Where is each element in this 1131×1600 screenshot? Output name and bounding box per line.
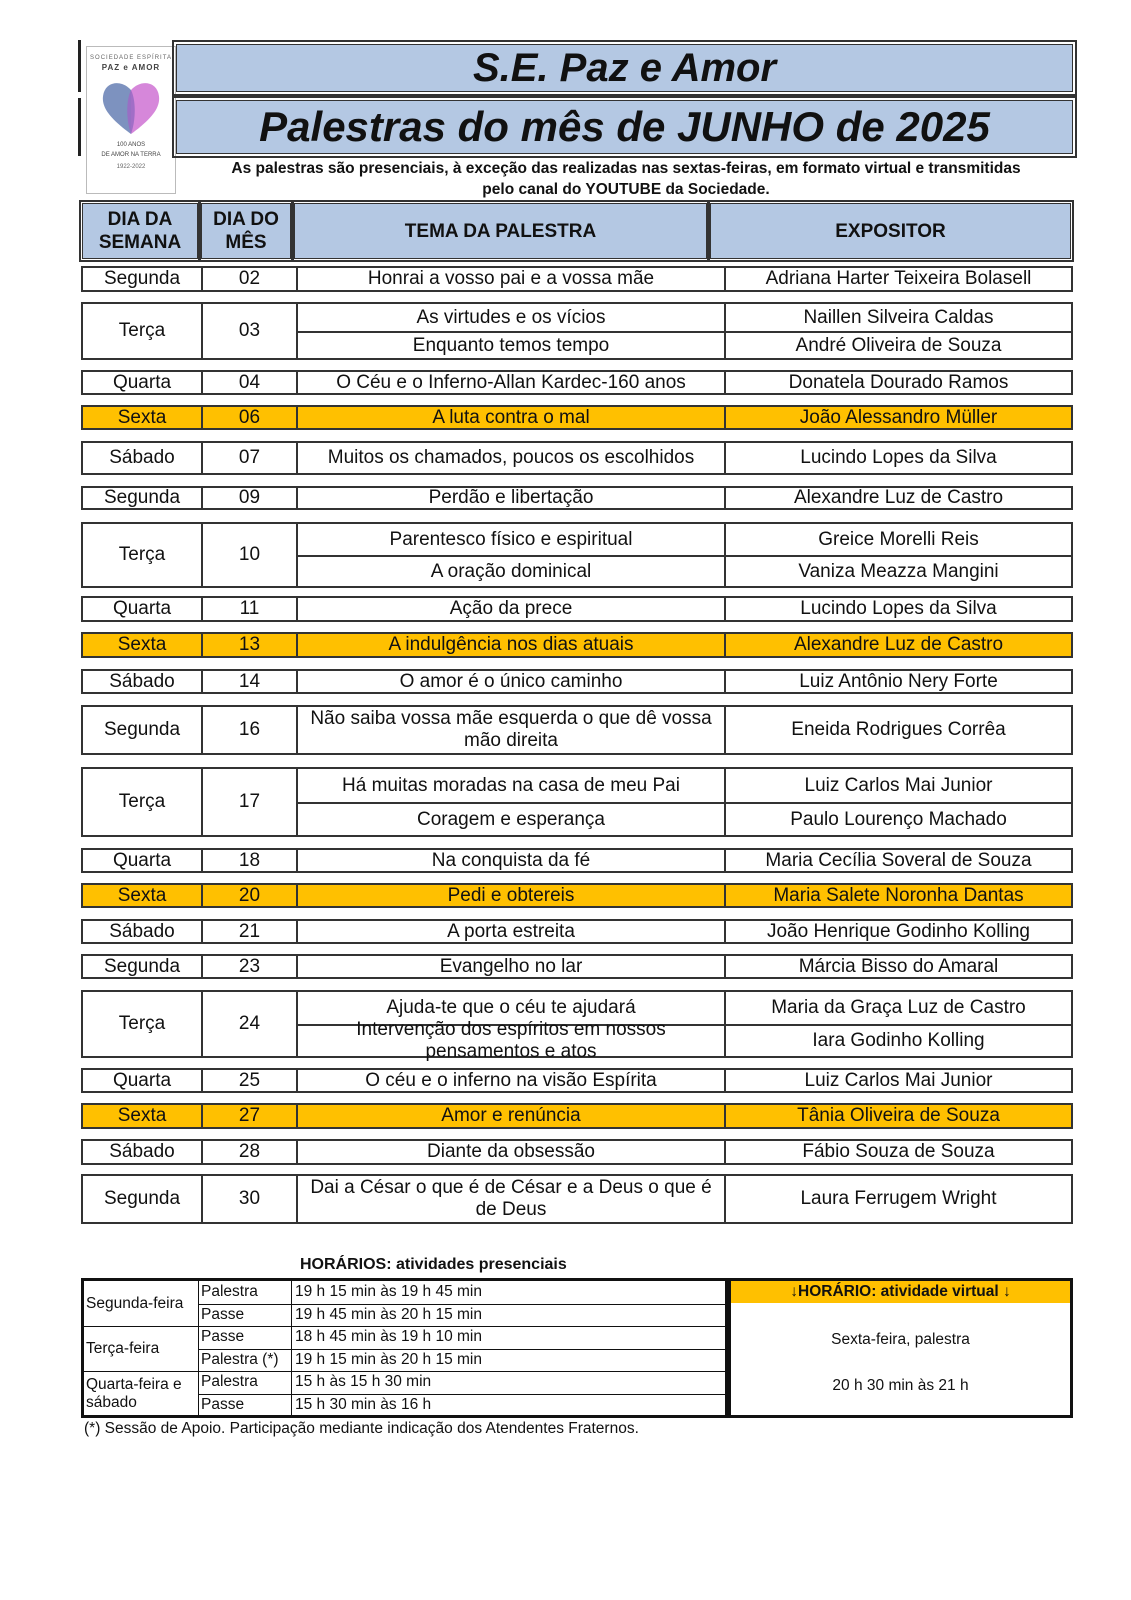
speaker-cell [726,268,1071,290]
lecture-speaker: Laura Ferrugem Wright [800,1188,997,1209]
speaker-cell [726,598,1071,620]
weekday-cell: Sexta [83,634,203,656]
speaker-cell [726,488,1071,508]
table-row [81,302,1073,360]
logo-anniversary-line2: DE AMOR NA TERRA [101,152,161,158]
format-note-line1: As palestras são presenciais, à exceção das realizadas nas sextas-feiras, em formato virtual e transmitidas [231,160,1021,177]
table-row [81,990,1073,1062]
weekday-cell: Sábado [83,1141,203,1163]
lecture-speaker: Márcia Bisso do Amaral [798,955,999,977]
speaker-cell [726,372,1071,393]
lecture-theme: Ajuda-te que o céu te ajudará [386,997,636,1018]
theme-cell [298,407,726,428]
lecture-theme: Na conquista da fé [431,849,591,871]
schedule-time: 15 h às 15 h 30 min [295,1373,432,1391]
date-cell: 28 [203,1141,298,1163]
lecture-theme: O amor é o único caminho [399,670,623,692]
lecture-theme: Honrai a vosso pai e a vossa mãe [367,268,655,289]
weekday-cell: Sábado [83,671,203,692]
logo-years-text: 1922-2022 [116,164,146,170]
lecture-speaker: Adriana Harter Teixeira Bolasell [765,268,1032,289]
lecture-speaker: Eneida Rodrigues Corrêa [791,719,1006,740]
theme-cell [298,598,726,620]
table-row [81,848,1073,873]
theme-cell [298,634,726,656]
theme-cell [298,671,726,692]
weekday-cell: Terça [83,524,203,586]
lecture-theme: Evangelho no lar [439,955,583,977]
schedule-activity: Palestra [201,1373,258,1391]
theme-cell [298,1141,726,1163]
lecture-speaker: Greice Morelli Reis [818,528,979,550]
lecture-speaker: Maria Salete Noronha Dantas [773,884,1024,906]
schedule-time: 19 h 45 min às 20 h 15 min [295,1305,482,1323]
lecture-theme: Perdão e libertação [428,487,594,508]
logo-top-text: SOCIEDADE ESPÍRITA [90,55,172,61]
theme-cell [298,885,726,906]
date-cell: 07 [203,443,298,473]
table-row [81,1174,1073,1224]
date-cell: 27 [203,1105,298,1127]
lecture-speaker: Maria da Graça Luz de Castro [771,997,1026,1018]
weekday-cell: Terça [83,769,203,835]
table-row [81,767,1073,837]
date-cell: 13 [203,634,298,656]
date-cell: 25 [203,1070,298,1091]
weekday-cell: Quarta [83,372,203,393]
table-row [81,486,1073,510]
theme-cell [298,488,726,508]
theme-cell [298,268,726,290]
lecture-theme: Muitos os chamados, poucos os escolhidos [327,447,695,468]
theme-cell [298,956,726,977]
date-cell: 24 [203,992,298,1056]
format-note-line2: pelo canal do YOUTUBE da Sociedade. [482,181,770,198]
lecture-theme: O Céu e o Inferno-Allan Kardec-160 anos [336,371,686,393]
table-row [81,669,1073,694]
virtual-schedule-header: ↓HORÁRIO: atividade virtual ↓ [731,1281,1070,1303]
lecture-speaker: Paulo Lourenço Machado [726,802,1071,835]
weekday-cell: Segunda [83,1176,203,1222]
left-border-accent [78,98,81,156]
lecture-speaker: Luiz Carlos Mai Junior [804,1069,993,1091]
weekday-cell: Sábado [83,443,203,473]
speaker-cell [726,671,1071,692]
schedule-day: Terça-feira [86,1339,160,1357]
date-cell: 02 [203,268,298,290]
virtual-schedule-day: Sexta-feira, palestra [831,1331,970,1348]
lecture-theme: A oração dominical [298,555,724,586]
theme-cell [298,1070,726,1091]
weekday-cell: Sexta [83,885,203,906]
speaker-cell [726,921,1071,942]
lecture-theme: Ação da prece [449,598,573,619]
schedule-activity: Palestra (*) [201,1350,279,1368]
lecture-speaker: João Henrique Godinho Kolling [766,920,1030,942]
weekday-cell: Sábado [83,921,203,942]
virtual-schedule-box [728,1278,1073,1418]
theme-cell [298,1176,726,1222]
lecture-theme: Coragem e esperança [298,802,724,835]
theme-cell [298,707,726,753]
speaker-cell [726,443,1071,473]
date-cell: 21 [203,921,298,942]
speaker-cell [726,956,1071,977]
month-title: Palestras do mês de JUNHO de 2025 [176,100,1073,154]
weekday-cell: Sexta [83,1105,203,1127]
table-row [81,441,1073,475]
weekday-cell: Sexta [83,407,203,428]
weekday-cell: Segunda [83,268,203,290]
theme-cell [298,1105,726,1127]
lecture-theme: Diante da obsessão [427,1141,595,1162]
table-row [81,370,1073,395]
speaker-cell [726,1141,1071,1163]
lecture-theme: A porta estreita [447,920,575,942]
date-cell: 03 [203,304,298,358]
theme-cell [298,443,726,473]
lecture-speaker: Lucindo Lopes da Silva [800,447,997,468]
schedule-activity: Passe [201,1395,245,1413]
table-row [81,883,1073,908]
date-cell: 04 [203,372,298,393]
lecture-theme: A luta contra o mal [432,406,590,428]
lecture-speaker: João Alessandro Müller [799,406,998,428]
lecture-theme: Dai a César o que é de César e a Deus o que é de Deus [310,1177,712,1220]
lecture-theme: Pedi e obtereis [447,884,575,906]
speaker-cell [726,707,1071,753]
table-row [81,1103,1073,1129]
weekday-cell: Terça [83,304,203,358]
virtual-schedule-time: 20 h 30 min às 21 h [832,1377,969,1394]
speaker-cell [726,1176,1071,1222]
format-note [186,158,1066,200]
table-row [81,1068,1073,1093]
schedule-activity: Palestra [201,1283,258,1301]
date-cell: 06 [203,407,298,428]
speaker-cell [726,407,1071,428]
table-row [81,266,1073,292]
theme-cell [298,850,726,871]
lecture-theme: Amor e renúncia [441,1105,581,1126]
lecture-speaker: Alexandre Luz de Castro [793,487,1004,508]
table-row [81,1139,1073,1165]
column-header-date: DIA DO MÊS [201,203,291,259]
lecture-theme: Há muitas moradas na casa de meu Pai [342,774,680,796]
speaker-cell [726,1105,1071,1127]
speaker-cell [726,524,1071,586]
speaker-cell [726,304,1071,358]
lecture-speaker: Luiz Antônio Nery Forte [799,670,998,692]
date-cell: 20 [203,885,298,906]
schedule-time: 18 h 45 min às 19 h 10 min [295,1328,482,1346]
heart-logo-icon [96,76,166,138]
left-border-accent [78,40,81,92]
logo-anniversary-line1: 100 ANOS [116,142,146,148]
date-cell: 10 [203,524,298,586]
lecture-theme: Intervenção dos espíritos em nossos pensamentos e atos [298,1024,724,1056]
date-cell: 09 [203,488,298,508]
lecture-speaker: Vaniza Meazza Mangini [726,555,1071,586]
date-cell: 17 [203,769,298,835]
schedule-title: HORÁRIOS: atividades presenciais [300,1256,567,1273]
lecture-theme: A indulgência nos dias atuais [388,634,634,655]
schedule-time: 19 h 15 min às 20 h 15 min [295,1350,482,1368]
lecture-theme: Parentesco físico e espiritual [389,528,633,550]
lecture-speaker: Iara Godinho Kolling [726,1024,1071,1056]
date-cell: 16 [203,707,298,753]
logo-anniversary-text [87,140,175,160]
society-title: S.E. Paz e Amor [176,44,1073,92]
schedule-time: 15 h 30 min às 16 h [295,1395,432,1413]
date-cell: 18 [203,850,298,871]
date-cell: 23 [203,956,298,977]
speaker-cell [726,769,1071,835]
lecture-speaker: Luiz Carlos Mai Junior [804,774,993,796]
schedule-time: 19 h 15 min às 19 h 45 min [295,1283,482,1301]
lecture-speaker: Fábio Souza de Souza [802,1141,995,1162]
theme-cell [298,372,726,393]
table-row [81,632,1073,658]
speaker-cell [726,885,1071,906]
weekday-cell: Segunda [83,707,203,753]
weekday-cell: Terça [83,992,203,1056]
date-cell: 30 [203,1176,298,1222]
schedule-day: Segunda-feira [86,1294,184,1312]
theme-cell [298,921,726,942]
weekday-cell: Segunda [83,488,203,508]
lecture-speaker: Lucindo Lopes da Silva [800,598,997,619]
schedule-day: Quarta-feira e sábado [86,1375,182,1411]
weekday-cell: Quarta [83,850,203,871]
theme-cell [298,524,726,586]
date-cell: 11 [203,598,298,620]
lecture-theme: Enquanto temos tempo [298,331,724,358]
lecture-speaker: Naillen Silveira Caldas [803,306,994,328]
society-logo [86,46,176,194]
weekday-cell: Quarta [83,598,203,620]
table-row [81,405,1073,430]
schedule-activity: Passe [201,1328,245,1346]
weekday-cell: Quarta [83,1070,203,1091]
theme-cell [298,304,726,358]
table-row [81,522,1073,588]
lecture-speaker: André Oliveira de Souza [726,331,1071,358]
speaker-cell [726,1070,1071,1091]
schedule-footnote: (*) Sessão de Apoio. Participação mediante indicação dos Atendentes Fraternos. [84,1420,639,1437]
column-header-speaker: EXPOSITOR [710,203,1071,259]
theme-cell [298,769,726,835]
column-header-theme: TEMA DA PALESTRA [294,203,707,259]
speaker-cell [726,634,1071,656]
lecture-theme: As virtudes e os vícios [416,306,606,328]
speaker-cell [726,992,1071,1056]
schedule-table [81,1278,728,1418]
lecture-theme: Não saiba vossa mãe esquerda o que dê vossa mão direita [310,708,712,751]
lecture-speaker: Maria Cecília Soveral de Souza [765,849,1032,871]
speaker-cell [726,850,1071,871]
column-header-day: DIA DA SEMANA [82,203,198,259]
table-row [81,705,1073,755]
logo-name-text: PAZ e AMOR [101,63,161,72]
table-row [81,919,1073,944]
lecture-theme: O céu e o inferno na visão Espírita [365,1069,657,1091]
weekday-cell: Segunda [83,956,203,977]
table-row [81,596,1073,622]
lecture-speaker: Donatela Dourado Ramos [788,371,1009,393]
lecture-speaker: Tânia Oliveira de Souza [797,1105,1000,1126]
date-cell: 14 [203,671,298,692]
schedule-activity: Passe [201,1305,245,1323]
lecture-speaker: Alexandre Luz de Castro [793,634,1004,655]
table-row [81,954,1073,979]
theme-cell [298,992,726,1062]
